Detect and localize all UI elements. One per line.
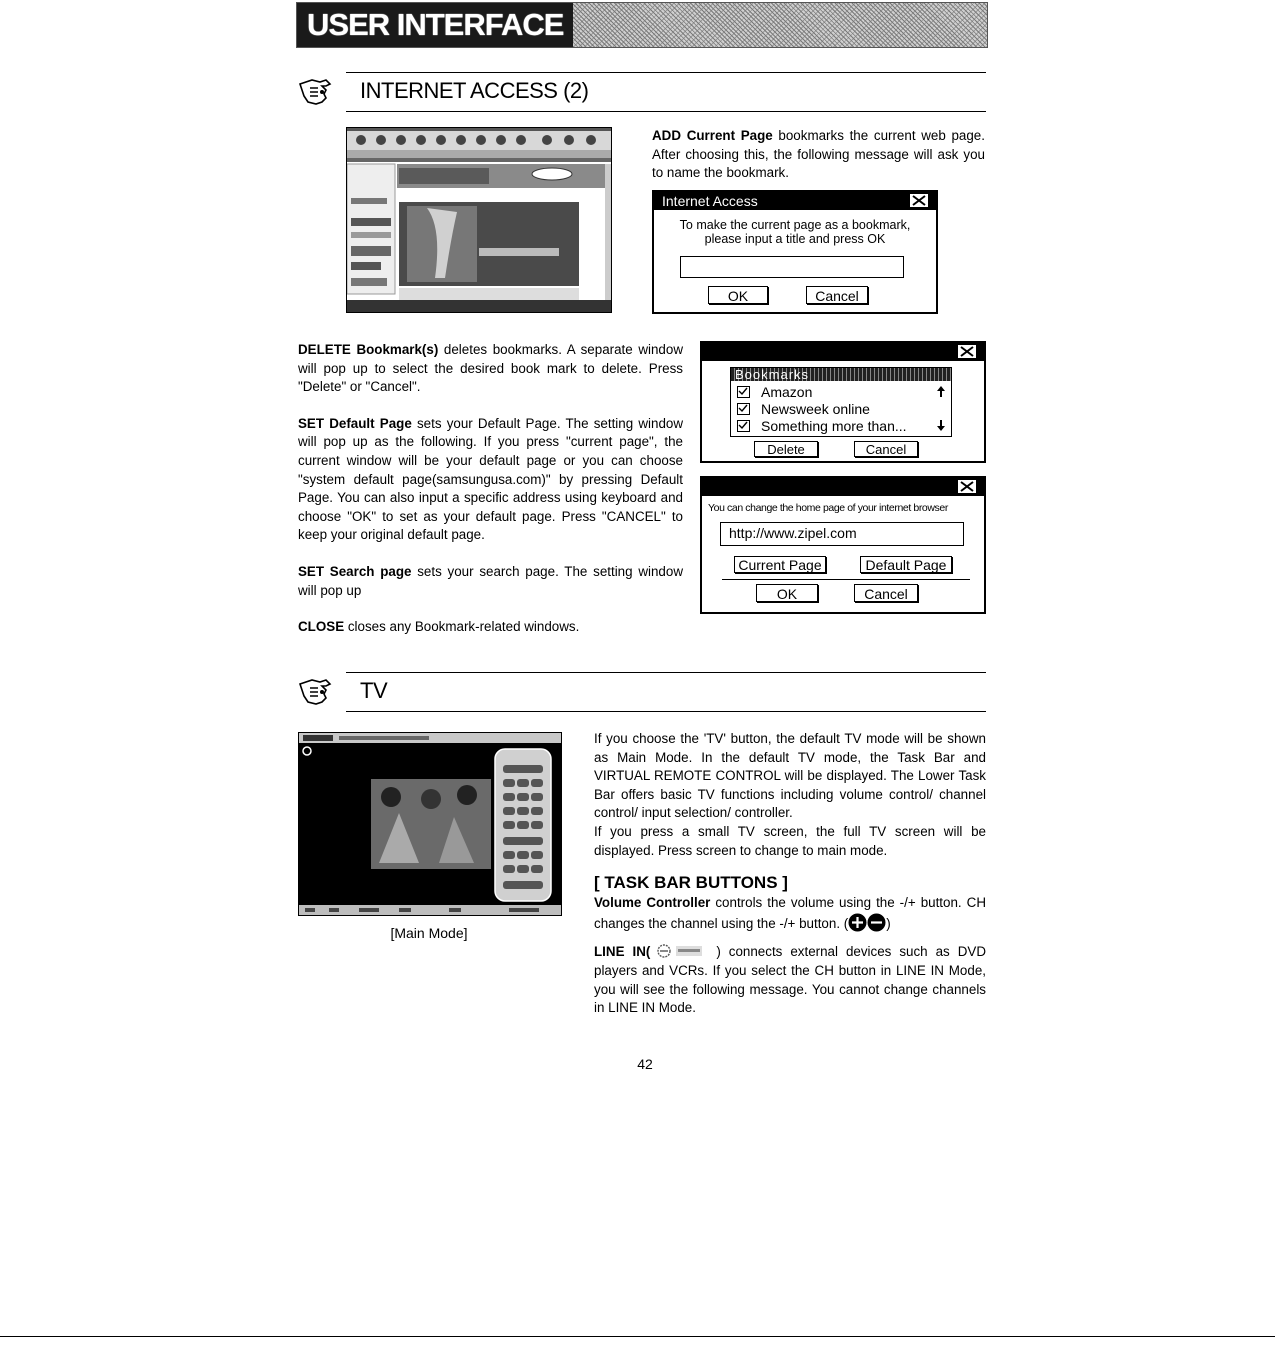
current-page-button[interactable]: Current Page bbox=[734, 556, 826, 573]
plus-circle-icon bbox=[848, 913, 867, 932]
checkbox-checked-icon[interactable] bbox=[737, 403, 750, 415]
dialog-title: Internet Access bbox=[662, 193, 758, 209]
cancel-button[interactable]: Cancel bbox=[854, 441, 918, 457]
list-item[interactable] bbox=[731, 383, 951, 400]
tv-main-mode-screenshot bbox=[298, 732, 562, 916]
close-paragraph bbox=[298, 618, 683, 637]
bookmarks-dialog bbox=[700, 341, 986, 463]
section-header-internet-access bbox=[296, 72, 986, 112]
bookmark-item-label: Newsweek online bbox=[761, 401, 870, 417]
set-search-label: SET Search page bbox=[298, 563, 412, 579]
default-page-button[interactable]: Default Page bbox=[860, 556, 952, 573]
close-icon[interactable] bbox=[958, 345, 976, 358]
dialog-message-line1: To make the current page as a bookmark, bbox=[679, 218, 911, 232]
browser-screenshot bbox=[346, 127, 612, 313]
add-bookmark-paragraph bbox=[652, 127, 985, 183]
set-default-text: sets your Default Page. The setting window will pop up as the following. If you press "current page", the current window will be your default page or you can choose "system default page(samsungusa.com)" by pressing Default Page. You can also input a specific address using keyboard and choose "OK" to set as your default page. Press "CANCEL" to keep your original default page. bbox=[298, 415, 684, 543]
tv-paragraph-2: If you press a small TV screen, the full TV screen will be displayed. Press screen to change to main mode. bbox=[594, 823, 986, 858]
line-in-paragraph bbox=[594, 943, 986, 1017]
close-icon[interactable] bbox=[958, 480, 976, 493]
line-in-label: LINE IN( bbox=[594, 944, 651, 960]
tv-screenshot-caption: [Main Mode] bbox=[390, 925, 468, 941]
bookmark-title-input[interactable] bbox=[680, 256, 904, 278]
bookmark-list bbox=[730, 367, 952, 437]
checkbox-checked-icon[interactable] bbox=[737, 420, 750, 432]
delete-button[interactable]: Delete bbox=[754, 441, 818, 457]
section-title: INTERNET ACCESS (2) bbox=[360, 78, 589, 103]
cancel-button[interactable]: Cancel bbox=[806, 286, 868, 304]
task-bar-heading: [ TASK BAR BUTTONS ] bbox=[594, 873, 788, 893]
bookmark-item-label: Something more than... bbox=[761, 418, 907, 434]
dialog-title-bar bbox=[654, 192, 936, 210]
dialog-message-line2: please input a title and press OK bbox=[704, 232, 886, 246]
bookmark-item-label: Amazon bbox=[761, 384, 813, 400]
bookmark-list-header: Bookmarks bbox=[731, 368, 951, 381]
page-header-title: USER INTERFACE bbox=[297, 3, 573, 47]
delete-bookmark-text: deletes bookmarks. A separate window will pop up to select the desired book mark to delete. Press "Delete" or "Cancel". bbox=[298, 342, 683, 395]
close-label: CLOSE bbox=[298, 619, 345, 635]
delete-bookmark-paragraph bbox=[298, 341, 683, 397]
home-page-url-input[interactable]: http://www.zipel.com bbox=[720, 522, 964, 546]
volume-controller-label: Volume Controller bbox=[594, 895, 711, 911]
pointing-hand-icon bbox=[296, 74, 336, 110]
line-in-text: ) connects external devices such as DVD players and VCRs. If you select the CH button in LINE IN Mode, you will see the following message. You cannot change channels in LINE IN Mode. bbox=[594, 944, 987, 1016]
section-title: TV bbox=[360, 678, 388, 703]
ok-button[interactable]: OK bbox=[708, 286, 768, 304]
dialog-title-bar bbox=[702, 343, 984, 361]
set-default-label: SET Default Page bbox=[298, 415, 412, 431]
bottom-rule bbox=[0, 1336, 1275, 1337]
volume-controller-text: controls the volume using the -/+ button. CH changes the channel using the -/+ button. ( bbox=[594, 895, 986, 931]
scroll-up-arrow-icon[interactable] bbox=[937, 386, 945, 397]
page-number: 42 bbox=[637, 1056, 653, 1072]
ok-button[interactable]: OK bbox=[756, 584, 818, 602]
minus-circle-icon bbox=[867, 913, 886, 932]
set-default-paragraph bbox=[298, 415, 683, 545]
cancel-button[interactable]: Cancel bbox=[854, 584, 918, 602]
volume-controller-paragraph bbox=[594, 894, 986, 933]
section-header-tv bbox=[296, 672, 986, 712]
scroll-down-arrow-icon[interactable] bbox=[937, 420, 945, 431]
home-page-dialog bbox=[700, 476, 986, 614]
volume-controller-close: ) bbox=[886, 915, 891, 931]
pointing-hand-icon bbox=[296, 674, 336, 710]
delete-bookmark-label: DELETE Bookmark(s) bbox=[298, 342, 439, 357]
close-icon[interactable] bbox=[910, 194, 928, 207]
line-in-icon bbox=[650, 943, 708, 959]
tv-paragraph-1: If you choose the 'TV' button, the default TV mode will be shown as Main Mode. In the default TV mode, the Task Bar and VIRTUAL REMOTE CONTROL will be displayed. The Lower Task Bar offers basic TV functions including volume control/ channel control/ input selection/ controller. bbox=[594, 731, 986, 821]
home-page-message: You can change the home page of your internet browser bbox=[708, 502, 948, 514]
set-search-text: sets your search page. The setting window will pop up bbox=[298, 563, 683, 598]
header-banner bbox=[296, 2, 988, 48]
internet-access-dialog bbox=[652, 190, 938, 314]
list-item[interactable] bbox=[731, 400, 951, 417]
close-text: closes any Bookmark-related windows. bbox=[344, 619, 580, 635]
dialog-title-bar bbox=[702, 478, 984, 496]
add-bookmark-text: bookmarks the current web page. After choosing this, the following message will ask you to name the bookmark. bbox=[652, 128, 985, 181]
checkbox-checked-icon[interactable] bbox=[737, 386, 750, 398]
add-bookmark-label: ADD Current Page bbox=[652, 128, 773, 143]
set-search-paragraph bbox=[298, 563, 683, 600]
list-item[interactable] bbox=[731, 417, 951, 434]
